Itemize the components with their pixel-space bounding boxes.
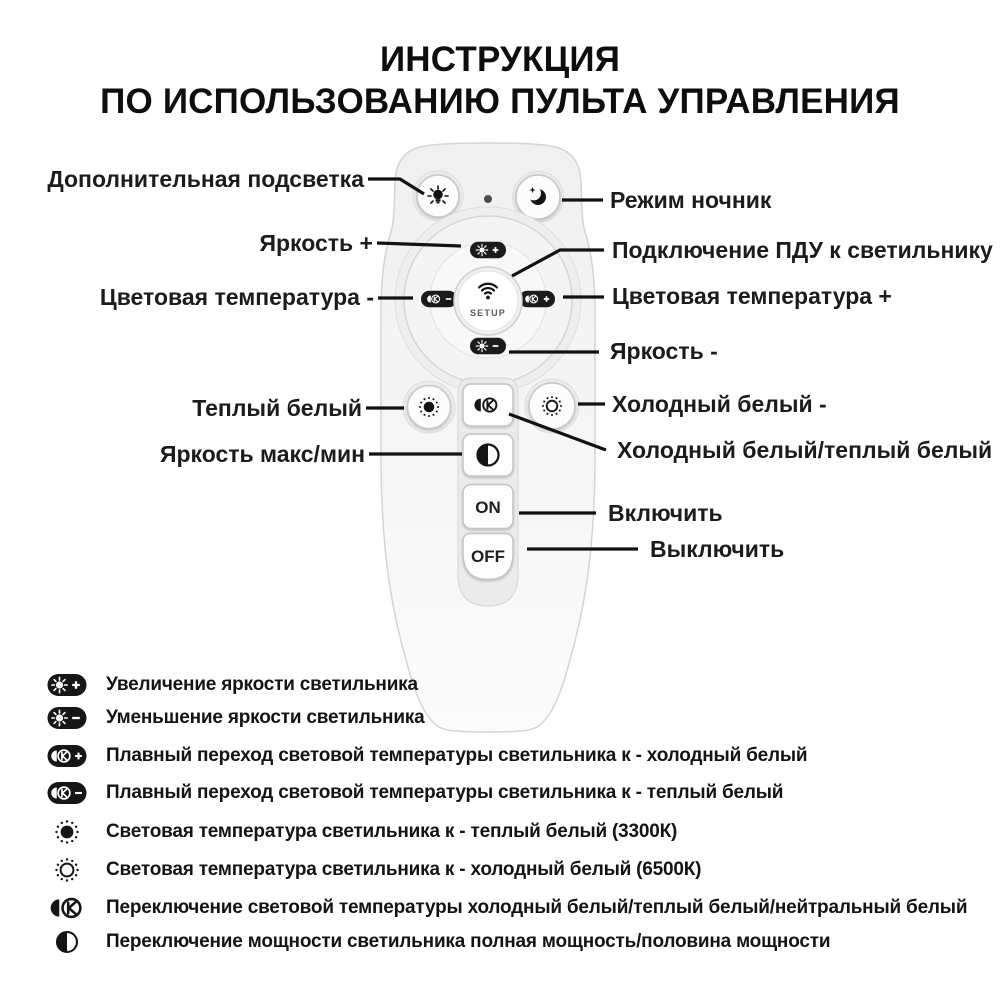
on-label: ON bbox=[475, 498, 501, 517]
legend-text: Уменьшение яркости светильника bbox=[106, 707, 425, 728]
legend-row bbox=[44, 776, 783, 810]
legend-row bbox=[44, 891, 967, 925]
color-temp-minus-pill-icon bbox=[44, 779, 90, 807]
legend-text: Плавный переход световой температуры светильника к - теплый белый bbox=[106, 782, 784, 803]
on-button bbox=[463, 485, 513, 529]
legend-row bbox=[44, 925, 830, 959]
legend-row bbox=[44, 668, 418, 702]
off-button bbox=[463, 534, 513, 580]
callout-turn-off: Выключить bbox=[650, 536, 785, 562]
callout-color-temp-plus: Цветовая температура + bbox=[612, 283, 892, 309]
brightness-minus-pill-icon bbox=[44, 704, 90, 732]
callout-turn-on: Включить bbox=[608, 500, 723, 526]
brightness-minus-button bbox=[470, 338, 506, 355]
setup-button bbox=[454, 267, 522, 335]
brightness-plus-button bbox=[470, 242, 506, 258]
led-indicator bbox=[484, 195, 492, 203]
callout-cold-white: Холодный белый - bbox=[612, 391, 827, 417]
color-temp-toggle-button bbox=[463, 384, 513, 426]
legend-text: Увеличение яркости светильника bbox=[106, 674, 418, 695]
power-half-button bbox=[463, 434, 513, 476]
kelvin-toggle-icon bbox=[474, 398, 496, 411]
setup-label: SETUP bbox=[469, 308, 507, 318]
callout-cold-warm-toggle: Холодный белый/теплый белый bbox=[617, 437, 993, 463]
callout-brightness-minus: Яркость - bbox=[610, 338, 718, 364]
callout-color-temp-minus: Цветовая температура - bbox=[99, 284, 374, 310]
callout-brightness-plus: Яркость + bbox=[259, 230, 373, 256]
cold-white-sun-icon bbox=[44, 856, 90, 884]
color-temp-toggle-icon bbox=[44, 893, 90, 923]
cold-white-button bbox=[525, 379, 579, 433]
color-temp-minus-button bbox=[421, 291, 457, 308]
callout-brightness-maxmin: Яркость макс/мин bbox=[159, 441, 365, 467]
legend-text: Световая температура светильника к - холодный белый (6500К) bbox=[106, 859, 702, 880]
legend-text: Переключение световой температуры холодный белый/теплый белый/нейтральный белый bbox=[106, 897, 968, 918]
off-label: OFF bbox=[471, 547, 505, 566]
page-title-line2: ПО ИСПОЛЬЗОВАНИЮ ПУЛЬТА УПРАВЛЕНИЯ bbox=[100, 82, 900, 121]
legend-text: Переключение мощности светильника полная мощность/половина мощности bbox=[106, 931, 831, 952]
callout-pairing: Подключение ПДУ к светильнику bbox=[612, 237, 993, 263]
warm-white-button bbox=[403, 381, 455, 433]
legend-row bbox=[44, 701, 424, 735]
page-title-line1: ИНСТРУКЦИЯ bbox=[379, 40, 621, 79]
remote-control-image bbox=[381, 143, 595, 732]
legend-text: Плавный переход световой температуры светильника к - холодный белый bbox=[106, 745, 808, 766]
color-temp-plus-button bbox=[519, 291, 555, 308]
brightness-plus-pill-icon bbox=[44, 671, 90, 699]
power-toggle-icon bbox=[44, 928, 90, 956]
callout-warm-white: Теплый белый bbox=[192, 395, 362, 421]
callout-night-mode: Режим ночник bbox=[610, 187, 772, 213]
half-circle-icon bbox=[478, 445, 499, 466]
legend-row bbox=[44, 739, 807, 773]
legend-row bbox=[44, 815, 677, 849]
callout-extra-light: Дополнительная подсветка bbox=[47, 166, 364, 192]
legend-row bbox=[44, 853, 701, 887]
legend-text: Световая температура светильника к - теплый белый (3300К) bbox=[106, 821, 678, 842]
color-temp-plus-pill-icon bbox=[44, 742, 90, 770]
warm-white-sun-icon bbox=[44, 818, 90, 846]
